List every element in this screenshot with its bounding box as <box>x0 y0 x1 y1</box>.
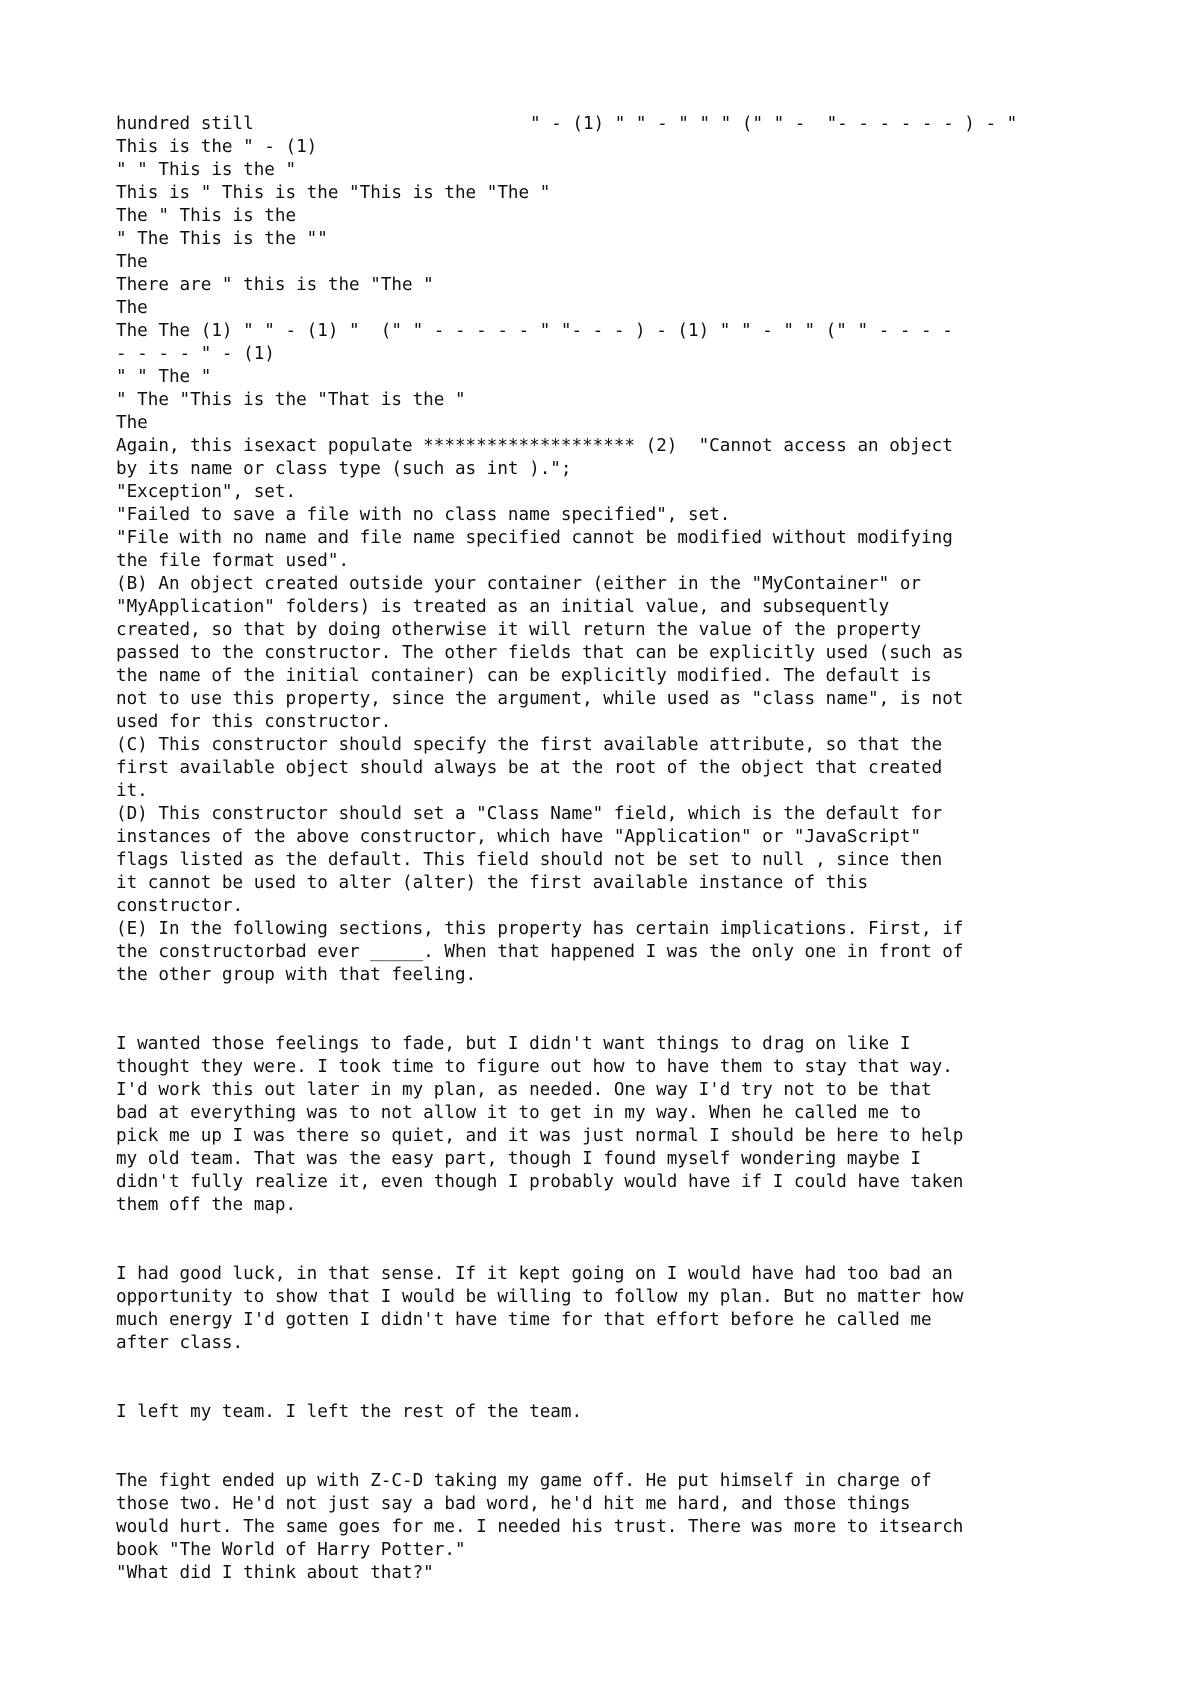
text-line: instances of the above constructor, which have "Application" or "JavaScript" <box>116 827 922 847</box>
paragraph-line: I had good luck, in that sense. If it kept going on I would have had too bad an <box>116 1264 953 1284</box>
paragraph-line: didn't fully realize it, even though I probably would have if I could have taken <box>116 1172 964 1192</box>
paragraph-line: opportunity to show that I would be willing to follow my plan. But no matter how <box>116 1287 964 1307</box>
text-line: "File with no name and file name specified cannot be modified without modifying <box>116 528 953 548</box>
text-line: not to use this property, since the argument, while used as "class name", is not <box>116 689 964 709</box>
text-line: The <box>116 252 148 272</box>
text-line: created, so that by doing otherwise it will return the value of the property <box>116 620 922 640</box>
text-line: "Failed to save a file with no class name specified", set. <box>116 505 731 525</box>
text-line: (E) In the following sections, this property has certain implications. First, if <box>116 919 964 939</box>
text-line: flags listed as the default. This field should not be set to null , since then <box>116 850 943 870</box>
document-page <box>116 113 1096 1585</box>
text-line: constructor. <box>116 896 244 916</box>
paragraph-line: them off the map. <box>116 1195 297 1215</box>
paragraph-line: I left my team. I left the rest of the team. <box>116 1402 583 1422</box>
paragraph-line: after class. <box>116 1333 244 1353</box>
text-line: "MyApplication" folders) is treated as an initial value, and subsequently <box>116 597 890 617</box>
text-line: the other group with that feeling. <box>116 965 477 985</box>
header-left-text: hundred still <box>116 114 254 134</box>
text-line: There are " this is the "The " <box>116 275 434 295</box>
paragraph <box>116 1401 1096 1424</box>
text-line: (D) This constructor should set a "Class Name" field, which is the default for <box>116 804 943 824</box>
paragraph <box>116 1470 1096 1585</box>
paragraph <box>116 1033 1096 1217</box>
code-text-block <box>116 136 1096 987</box>
text-line: " " The " <box>116 367 212 387</box>
text-line: " The This is the "" <box>116 229 328 249</box>
paragraph-line: those two. He'd not just say a bad word, he'd hit me hard, and those things <box>116 1494 911 1514</box>
paragraph-line: my old team. That was the easy part, though I found myself wondering maybe I <box>116 1149 922 1169</box>
paragraph-line: thought they were. I took time to figure out how to have them to stay that way. <box>116 1057 953 1077</box>
text-line: it cannot be used to alter (alter) the first available instance of this <box>116 873 869 893</box>
paragraph-line: The fight ended up with Z-C-D taking my game off. He put himself in charge of <box>116 1471 932 1491</box>
text-line: - - - - " - (1) <box>116 344 275 364</box>
text-line: This is the " - (1) <box>116 137 318 157</box>
story-paragraphs <box>116 1033 1096 1585</box>
text-line: used for this constructor. <box>116 712 392 732</box>
text-line: it. <box>116 781 148 801</box>
paragraph-line: much energy I'd gotten I didn't have time for that effort before he called me <box>116 1310 932 1330</box>
text-line: The The (1) " " - (1) " (" " - - - - - " "- - - ) - (1) " " - " " (" " - - - - <box>116 321 953 341</box>
paragraph-line: would hurt. The same goes for me. I needed his trust. There was more to itsearch <box>116 1517 964 1537</box>
text-line: by its name or class type (such as int )."; <box>116 459 572 479</box>
paragraph-line: I'd work this out later in my plan, as needed. One way I'd try not to be that <box>116 1080 932 1100</box>
text-line: (B) An object created outside your container (either in the "MyContainer" or <box>116 574 922 594</box>
header-row <box>116 113 1096 136</box>
text-line: passed to the constructor. The other fields that can be explicitly used (such as <box>116 643 964 663</box>
text-line: The " This is the <box>116 206 297 226</box>
text-line: (C) This constructor should specify the first available attribute, so that the <box>116 735 943 755</box>
paragraph-line: book "The World of Harry Potter." <box>116 1540 466 1560</box>
text-line: the file format used". <box>116 551 350 571</box>
text-line: "Exception", set. <box>116 482 297 502</box>
paragraph-line: bad at everything was to not allow it to get in my way. When he called me to <box>116 1103 922 1123</box>
text-line: " " This is the " <box>116 160 297 180</box>
text-line: first available object should always be at the root of the object that created <box>116 758 943 778</box>
text-line: The <box>116 298 148 318</box>
paragraph-line: pick me up I was there so quiet, and it was just normal I should be here to help <box>116 1126 964 1146</box>
text-line: This is " This is the "This is the "The " <box>116 183 551 203</box>
text-line: the constructorbad ever _____. When that happened I was the only one in front of <box>116 942 964 962</box>
text-line: The <box>116 413 148 433</box>
text-line: " The "This is the "That is the " <box>116 390 466 410</box>
header-right-text: " - (1) " " - " " " (" " - "- - - - - - ) - " <box>530 114 1018 134</box>
text-line: Again, this isexact populate ******************** (2) "Cannot access an object <box>116 436 953 456</box>
paragraph <box>116 1263 1096 1355</box>
paragraph-line: "What did I think about that?" <box>116 1563 434 1583</box>
paragraph-line: I wanted those feelings to fade, but I didn't want things to drag on like I <box>116 1034 911 1054</box>
text-line: the name of the initial container) can be explicitly modified. The default is <box>116 666 932 686</box>
